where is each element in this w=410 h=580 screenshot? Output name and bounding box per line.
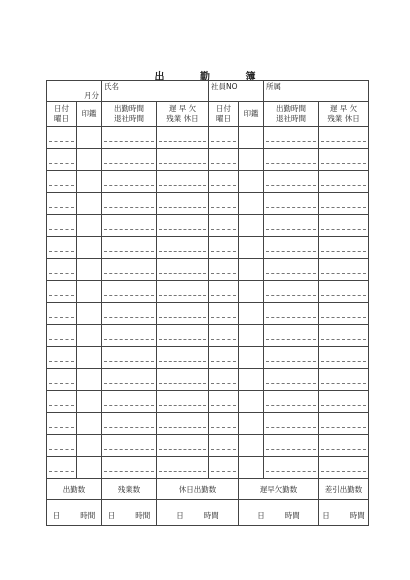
time-cell-right[interactable]	[264, 347, 319, 369]
dotted-divider	[159, 397, 206, 406]
seal-cell-right[interactable]	[239, 127, 264, 149]
time-cell[interactable]	[102, 413, 157, 435]
dotted-divider	[266, 243, 316, 252]
dotted-divider	[104, 463, 154, 472]
status-cell[interactable]	[157, 259, 209, 281]
dotted-divider	[321, 287, 366, 296]
name-label: 氏名	[104, 82, 119, 91]
dotted-divider	[321, 375, 366, 384]
dotted-divider	[211, 309, 236, 318]
dotted-divider	[49, 375, 74, 384]
status-cell[interactable]	[157, 325, 209, 347]
seal-cell[interactable]	[77, 369, 102, 391]
table-row	[47, 457, 369, 479]
dotted-divider	[159, 375, 206, 384]
date-header: 日付 曜日	[47, 102, 77, 127]
dotted-divider	[49, 133, 74, 142]
dotted-divider	[266, 133, 316, 142]
time-cell[interactable]	[102, 281, 157, 303]
date-cell-right[interactable]	[209, 237, 239, 259]
time-cell[interactable]	[102, 193, 157, 215]
dotted-divider	[104, 331, 154, 340]
status-cell-right[interactable]	[319, 325, 369, 347]
table-row	[47, 171, 369, 193]
status-cell[interactable]	[157, 193, 209, 215]
date-cell[interactable]	[47, 127, 77, 149]
dotted-divider	[104, 221, 154, 230]
dotted-divider	[104, 419, 154, 428]
dotted-divider	[266, 419, 316, 428]
seal-cell[interactable]	[77, 281, 102, 303]
dotted-divider	[49, 287, 74, 296]
dotted-divider	[211, 199, 236, 208]
time-cell-right[interactable]	[264, 127, 319, 149]
dotted-divider	[321, 221, 366, 230]
date-cell-right[interactable]	[209, 149, 239, 171]
status-cell-right[interactable]	[319, 391, 369, 413]
dotted-divider	[211, 177, 236, 186]
date-cell[interactable]	[47, 369, 77, 391]
status-cell-right[interactable]	[319, 435, 369, 457]
department-label: 所属	[266, 82, 282, 91]
dotted-divider	[49, 419, 74, 428]
status-cell-right[interactable]	[319, 127, 369, 149]
status-cell[interactable]	[157, 171, 209, 193]
dotted-divider	[49, 331, 74, 340]
dotted-divider	[49, 265, 74, 274]
dotted-divider	[266, 177, 316, 186]
status-cell-right[interactable]	[319, 457, 369, 479]
dotted-divider	[321, 463, 366, 472]
status-cell-right[interactable]	[319, 215, 369, 237]
column-header-row	[47, 102, 369, 127]
dotted-divider	[159, 265, 206, 274]
status-cell-right[interactable]	[319, 149, 369, 171]
dotted-divider	[211, 265, 236, 274]
total-label-late-early-absent: 遅早欠勤数	[239, 479, 319, 500]
seal-cell-right[interactable]	[239, 457, 264, 479]
date-cell[interactable]	[47, 413, 77, 435]
seal-cell-right[interactable]	[239, 369, 264, 391]
dotted-divider	[159, 309, 206, 318]
dotted-divider	[104, 133, 154, 142]
status-cell[interactable]	[157, 281, 209, 303]
table-row	[47, 303, 369, 325]
date-cell[interactable]	[47, 457, 77, 479]
dotted-divider	[49, 397, 74, 406]
time-cell-right[interactable]	[264, 193, 319, 215]
dotted-divider	[266, 375, 316, 384]
time-cell-right[interactable]	[264, 149, 319, 171]
date-cell[interactable]	[47, 303, 77, 325]
dotted-divider	[104, 309, 154, 318]
name-field[interactable]	[102, 81, 209, 102]
dotted-divider	[159, 419, 206, 428]
dotted-divider	[266, 441, 316, 450]
status-cell[interactable]	[157, 127, 209, 149]
date-cell-right[interactable]	[209, 325, 239, 347]
date-cell-right[interactable]	[209, 259, 239, 281]
date-cell[interactable]	[47, 281, 77, 303]
time-cell[interactable]	[102, 259, 157, 281]
dotted-divider	[321, 199, 366, 208]
seal-cell-right[interactable]	[239, 193, 264, 215]
date-header-right: 日付 曜日	[209, 102, 239, 127]
dotted-divider	[159, 177, 206, 186]
dotted-divider	[49, 221, 74, 230]
dotted-divider	[159, 331, 206, 340]
totals-value-row	[47, 500, 369, 526]
table-row	[47, 237, 369, 259]
status-cell[interactable]	[157, 391, 209, 413]
table-row	[47, 281, 369, 303]
time-cell-right[interactable]	[264, 435, 319, 457]
status-cell-right[interactable]	[319, 303, 369, 325]
seal-cell-right[interactable]	[239, 259, 264, 281]
totals-label-row	[47, 479, 369, 500]
dotted-divider	[104, 441, 154, 450]
dotted-divider	[49, 243, 74, 252]
table-row	[47, 149, 369, 171]
department-field[interactable]	[264, 81, 369, 102]
seal-cell[interactable]	[77, 237, 102, 259]
time-cell-right[interactable]	[264, 457, 319, 479]
total-label-holiday-work: 休日出勤数	[157, 479, 239, 500]
dotted-divider	[321, 397, 366, 406]
table-row	[47, 259, 369, 281]
dotted-divider	[211, 155, 236, 164]
table-row	[47, 413, 369, 435]
dotted-divider	[49, 441, 74, 450]
date-cell-right[interactable]	[209, 171, 239, 193]
time-cell-right[interactable]	[264, 325, 319, 347]
status-cell-right[interactable]	[319, 171, 369, 193]
seal-cell-right[interactable]	[239, 435, 264, 457]
status-header: 遅 早 欠 残業 休日	[157, 102, 209, 127]
dotted-divider	[159, 199, 206, 208]
dotted-divider	[321, 177, 366, 186]
time-cell[interactable]	[102, 457, 157, 479]
time-cell[interactable]	[102, 391, 157, 413]
seal-cell[interactable]	[77, 171, 102, 193]
status-cell[interactable]	[157, 413, 209, 435]
date-cell[interactable]	[47, 193, 77, 215]
total-label-net-attendance: 差引出勤数	[319, 479, 369, 500]
employee-no-field[interactable]	[209, 81, 264, 102]
dotted-divider	[266, 397, 316, 406]
time-header-right: 出勤時間 退社時間	[264, 102, 319, 127]
seal-cell[interactable]	[77, 457, 102, 479]
time-cell-right[interactable]	[264, 391, 319, 413]
time-cell-right[interactable]	[264, 171, 319, 193]
time-cell[interactable]	[102, 303, 157, 325]
seal-cell[interactable]	[77, 413, 102, 435]
dotted-divider	[49, 155, 74, 164]
dotted-divider	[321, 265, 366, 274]
dotted-divider	[104, 353, 154, 362]
dotted-divider	[104, 243, 154, 252]
dotted-divider	[266, 221, 316, 230]
dotted-divider	[266, 463, 316, 472]
month-field[interactable]	[47, 81, 102, 102]
total-value-overtime[interactable]: 日 時間	[102, 500, 157, 526]
seal-cell-right[interactable]	[239, 171, 264, 193]
dotted-divider	[49, 353, 74, 362]
seal-cell[interactable]	[77, 303, 102, 325]
date-cell[interactable]	[47, 391, 77, 413]
dotted-divider	[266, 265, 316, 274]
date-cell-right[interactable]	[209, 413, 239, 435]
dotted-divider	[211, 287, 236, 296]
table-row	[47, 347, 369, 369]
status-cell[interactable]	[157, 347, 209, 369]
status-cell-right[interactable]	[319, 281, 369, 303]
date-cell-right[interactable]	[209, 457, 239, 479]
dotted-divider	[104, 397, 154, 406]
page-title: 出 勤 簿	[154, 72, 272, 83]
status-cell[interactable]	[157, 237, 209, 259]
table-row	[47, 127, 369, 149]
date-cell[interactable]	[47, 435, 77, 457]
dotted-divider	[159, 155, 206, 164]
seal-cell-right[interactable]	[239, 303, 264, 325]
employee-no-label: 社員NO	[211, 82, 238, 91]
date-cell-right[interactable]	[209, 347, 239, 369]
date-cell-right[interactable]	[209, 193, 239, 215]
dotted-divider	[211, 133, 236, 142]
date-cell-right[interactable]	[209, 303, 239, 325]
dotted-divider	[211, 397, 236, 406]
seal-cell[interactable]	[77, 215, 102, 237]
dotted-divider	[266, 199, 316, 208]
time-cell[interactable]	[102, 171, 157, 193]
dotted-divider	[211, 419, 236, 428]
time-cell[interactable]	[102, 325, 157, 347]
date-cell[interactable]	[47, 149, 77, 171]
time-cell[interactable]	[102, 369, 157, 391]
status-cell[interactable]	[157, 303, 209, 325]
dotted-divider	[211, 353, 236, 362]
date-cell-right[interactable]	[209, 435, 239, 457]
date-cell-right[interactable]	[209, 281, 239, 303]
dotted-divider	[266, 309, 316, 318]
table-row	[47, 215, 369, 237]
total-value-late-early-absent[interactable]: 日 時間	[239, 500, 319, 526]
status-cell[interactable]	[157, 369, 209, 391]
seal-cell-right[interactable]	[239, 215, 264, 237]
dotted-divider	[159, 243, 206, 252]
status-cell-right[interactable]	[319, 193, 369, 215]
seal-cell-right[interactable]	[239, 281, 264, 303]
dotted-divider	[159, 221, 206, 230]
date-cell[interactable]	[47, 171, 77, 193]
status-cell-right[interactable]	[319, 413, 369, 435]
dotted-divider	[49, 177, 74, 186]
date-cell[interactable]	[47, 259, 77, 281]
time-cell-right[interactable]	[264, 259, 319, 281]
seal-cell-right[interactable]	[239, 391, 264, 413]
dotted-divider	[211, 221, 236, 230]
status-header-right: 遅 早 欠 残業 休日	[319, 102, 369, 127]
seal-cell[interactable]	[77, 325, 102, 347]
dotted-divider	[211, 375, 236, 384]
dotted-divider	[159, 353, 206, 362]
dotted-divider	[159, 463, 206, 472]
status-cell-right[interactable]	[319, 259, 369, 281]
date-cell[interactable]	[47, 325, 77, 347]
status-cell[interactable]	[157, 435, 209, 457]
status-cell[interactable]	[157, 149, 209, 171]
table-row	[47, 193, 369, 215]
dotted-divider	[104, 199, 154, 208]
total-value-attendance[interactable]: 日 時間	[47, 500, 102, 526]
dotted-divider	[321, 133, 366, 142]
seal-cell[interactable]	[77, 127, 102, 149]
time-cell-right[interactable]	[264, 215, 319, 237]
time-cell-right[interactable]	[264, 281, 319, 303]
dotted-divider	[266, 155, 316, 164]
time-cell-right[interactable]	[264, 237, 319, 259]
dotted-divider	[159, 287, 206, 296]
date-cell[interactable]	[47, 347, 77, 369]
time-cell-right[interactable]	[264, 413, 319, 435]
table-row	[47, 369, 369, 391]
seal-cell[interactable]	[77, 347, 102, 369]
dotted-divider	[211, 463, 236, 472]
status-cell[interactable]	[157, 457, 209, 479]
time-cell[interactable]	[102, 149, 157, 171]
dotted-divider	[104, 265, 154, 274]
attendance-ledger	[46, 80, 369, 526]
dotted-divider	[321, 155, 366, 164]
date-cell-right[interactable]	[209, 369, 239, 391]
seal-header-right: 印鑑	[239, 102, 264, 127]
total-label-overtime: 残業数	[102, 479, 157, 500]
table-row	[47, 435, 369, 457]
date-cell-right[interactable]	[209, 391, 239, 413]
seal-header: 印鑑	[77, 102, 102, 127]
time-cell[interactable]	[102, 347, 157, 369]
seal-cell[interactable]	[77, 149, 102, 171]
seal-cell[interactable]	[77, 193, 102, 215]
seal-cell[interactable]	[77, 435, 102, 457]
total-value-holiday-work[interactable]: 日 時間	[157, 500, 239, 526]
status-cell-right[interactable]	[319, 237, 369, 259]
dotted-divider	[104, 155, 154, 164]
time-cell[interactable]	[102, 237, 157, 259]
ledger-body	[47, 127, 369, 479]
seal-cell-right[interactable]	[239, 325, 264, 347]
seal-cell-right[interactable]	[239, 149, 264, 171]
date-cell[interactable]	[47, 237, 77, 259]
header-row	[47, 81, 369, 102]
dotted-divider	[104, 287, 154, 296]
seal-cell-right[interactable]	[239, 347, 264, 369]
time-cell[interactable]	[102, 127, 157, 149]
dotted-divider	[321, 441, 366, 450]
date-cell-right[interactable]	[209, 127, 239, 149]
dotted-divider	[321, 419, 366, 428]
time-cell-right[interactable]	[264, 303, 319, 325]
dotted-divider	[159, 133, 206, 142]
total-label-attendance: 出勤数	[47, 479, 102, 500]
time-cell[interactable]	[102, 435, 157, 457]
status-cell-right[interactable]	[319, 347, 369, 369]
dotted-divider	[266, 331, 316, 340]
seal-cell[interactable]	[77, 259, 102, 281]
dotted-divider	[321, 331, 366, 340]
status-cell-right[interactable]	[319, 369, 369, 391]
dotted-divider	[104, 177, 154, 186]
table-row	[47, 325, 369, 347]
seal-cell[interactable]	[77, 391, 102, 413]
dotted-divider	[49, 309, 74, 318]
dotted-divider	[266, 353, 316, 362]
time-header: 出勤時間 退社時間	[102, 102, 157, 127]
total-value-net-attendance[interactable]: 日 時間	[319, 500, 369, 526]
date-cell[interactable]	[47, 215, 77, 237]
dotted-divider	[211, 243, 236, 252]
month-label: 月分	[84, 91, 99, 100]
dotted-divider	[266, 287, 316, 296]
date-cell-right[interactable]	[209, 215, 239, 237]
dotted-divider	[321, 309, 366, 318]
dotted-divider	[321, 353, 366, 362]
time-cell-right[interactable]	[264, 369, 319, 391]
status-cell[interactable]	[157, 215, 209, 237]
dotted-divider	[211, 441, 236, 450]
dotted-divider	[159, 441, 206, 450]
time-cell[interactable]	[102, 215, 157, 237]
dotted-divider	[49, 199, 74, 208]
dotted-divider	[49, 463, 74, 472]
dotted-divider	[211, 331, 236, 340]
seal-cell-right[interactable]	[239, 413, 264, 435]
seal-cell-right[interactable]	[239, 237, 264, 259]
dotted-divider	[104, 375, 154, 384]
dotted-divider	[321, 243, 366, 252]
table-row	[47, 391, 369, 413]
